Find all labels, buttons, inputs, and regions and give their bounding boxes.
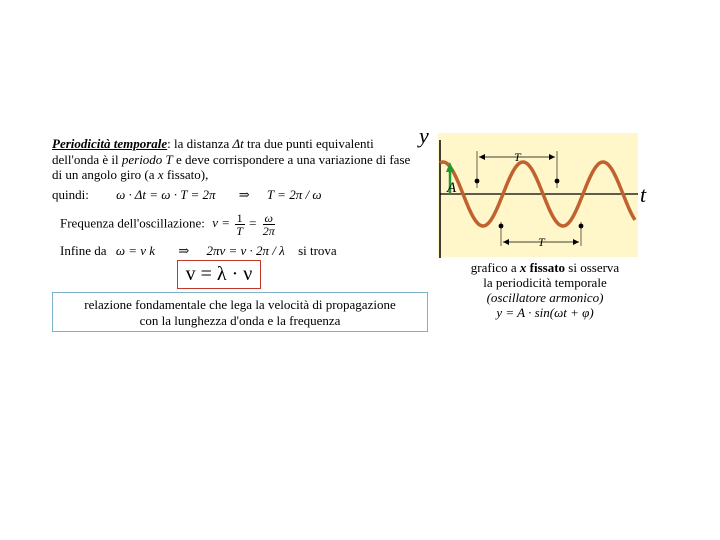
relation-description-box	[52, 292, 428, 332]
amplitude-label: A	[447, 180, 457, 196]
frequency-label: Frequenza dell'oscillazione:	[60, 215, 205, 231]
wave-number-formula: ω = v k	[115, 243, 156, 258]
caption-line-1-start: grafico a	[470, 260, 520, 275]
trough-point-1	[499, 224, 504, 229]
caption-line-1-end: si osserva	[565, 260, 620, 275]
caption-x-variable: x	[519, 260, 527, 275]
period-formula: T = 2π / ω	[266, 187, 322, 202]
period-top-arrow-left	[479, 154, 485, 160]
delta-t-symbol: Δt	[232, 136, 244, 151]
quindi-label: quindi:	[52, 187, 89, 202]
fraction-2-numerator: ω	[264, 211, 274, 225]
equivalent-point-2	[555, 179, 560, 184]
graph-caption	[440, 260, 650, 320]
relation-line-2: con la lunghezza d'onda e la frequenza	[139, 313, 341, 328]
caption-line-2: la periodicità temporale	[483, 275, 607, 290]
paragraph-text-4: fissato),	[163, 167, 209, 182]
fraction-1-denominator: T	[236, 224, 243, 238]
finally-line	[60, 243, 337, 259]
trough-point-2	[579, 224, 584, 229]
period-top-arrow-right	[549, 154, 555, 160]
finally-tail: si trova	[298, 243, 337, 258]
frequency-relation-formula: 2πν = v · 2π / λ	[206, 243, 285, 258]
quindi-line	[52, 187, 322, 203]
fraction-1-numerator: 1	[236, 211, 243, 225]
paragraph-text-2: tra due punti equivalenti dell'onda è il	[52, 136, 374, 167]
frequency-line	[60, 212, 278, 237]
paragraph-text-1: : la distanza	[167, 136, 233, 151]
x-variable: x	[157, 167, 164, 182]
implies-arrow-1: ⇒	[238, 187, 250, 202]
caption-fissato: fissato	[526, 260, 566, 275]
fraction-omega-over-2pi	[261, 212, 277, 237]
relation-line-1: relazione fondamentale che lega la velocità di propagazione	[84, 297, 396, 312]
period-bottom-arrow-left	[503, 239, 509, 245]
caption-line-4: y = A · sin(ωt + φ)	[496, 305, 594, 320]
caption-line-3: (oscillatore armonico)	[486, 290, 604, 305]
period-term: periodo T	[121, 151, 173, 167]
oscillation-graph	[410, 118, 660, 268]
caption-line-1	[440, 260, 650, 275]
period-top-label: T	[514, 150, 521, 164]
paragraph-text-3: e deve corrispondere a una variazione di fase di un angolo giro (a	[52, 151, 411, 182]
implies-arrow-2: ⇒	[178, 243, 190, 258]
fraction-2-denominator: 2π	[262, 224, 275, 238]
period-bottom-arrow-right	[573, 239, 579, 245]
t-axis-label: t	[640, 182, 647, 207]
fraction-one-over-t	[234, 212, 245, 237]
paragraph-term: Periodicità temporale	[52, 136, 168, 151]
equivalent-point-1	[475, 179, 480, 184]
period-bottom-label: T	[538, 235, 545, 249]
temporal-periodicity-paragraph	[52, 136, 412, 183]
fundamental-formula-box: v = λ · ν	[177, 260, 261, 289]
nu-equals: ν =	[212, 215, 230, 231]
frequency-equals: =	[249, 215, 257, 231]
y-axis-label: y	[419, 123, 429, 148]
omega-period-formula: ω · Δt = ω · T = 2π	[116, 187, 216, 202]
finally-label: Infine da	[60, 243, 107, 258]
